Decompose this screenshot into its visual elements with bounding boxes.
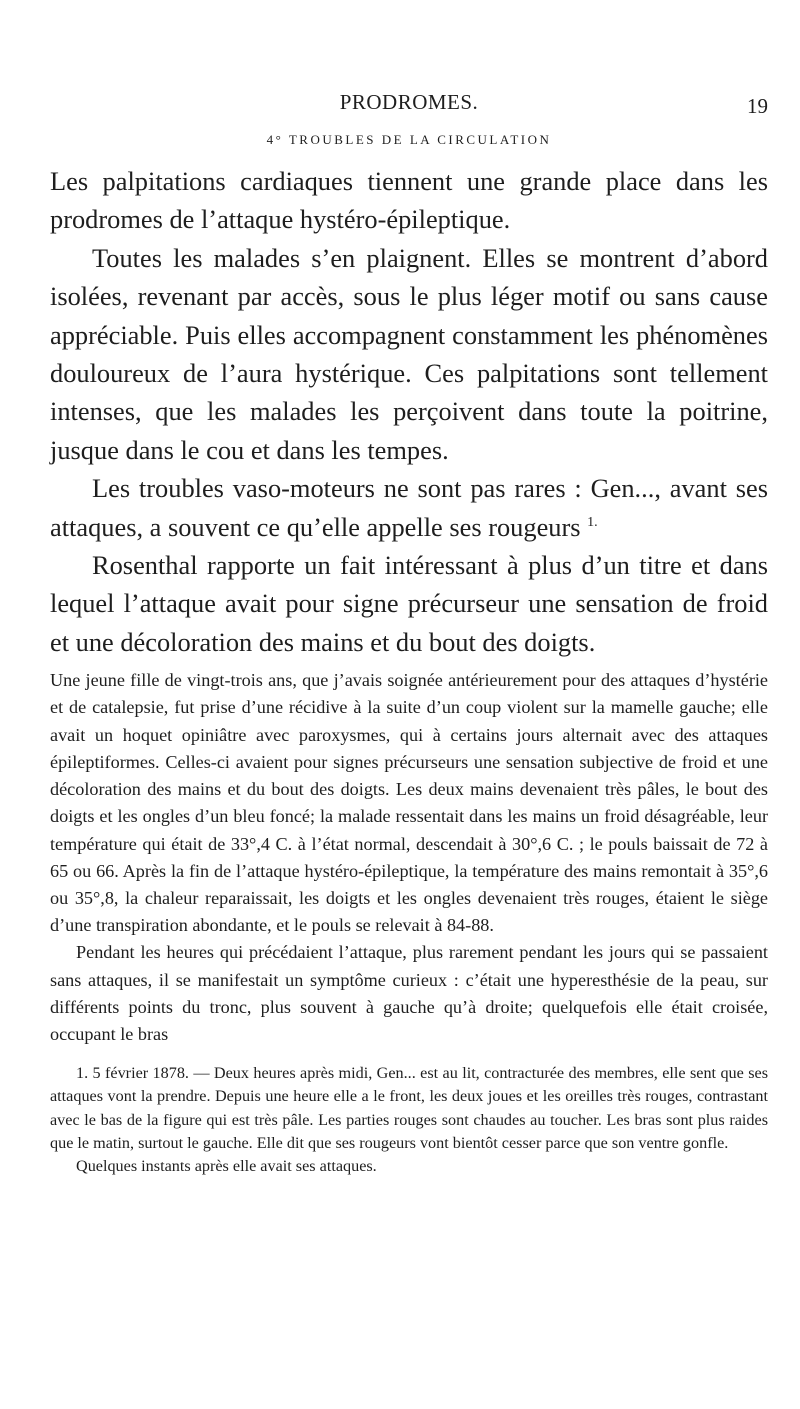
footnote-1: 1. 5 février 1878. — Deux heures après midi, Gen... est au lit, contracturée des membres, elle sent que ses attaques vont la prendre. Depuis une heure elle a le front, les deux joues et les oreilles très rouges, contrastant avec le bas de la figure qui est très pâle. Les parties rouges sont chaudes au toucher. Les bras sont plus raides que le matin, surtout le gauche. Elle dit que ses rougeurs vont bientôt cesser parce que son ventre gonfle. bbox=[50, 1064, 768, 1152]
footnote-reference: 1. bbox=[587, 514, 598, 530]
running-title: PRODROMES. bbox=[339, 90, 479, 114]
case-paragraph-1: Une jeune fille de vingt-trois ans, que j’avais soignée antérieurement pour des attaques d’hystérie et de catalepsie, fut prise d’une récidive à la suite d’un coup violent sur la mamelle gauche; elle avait un hoquet opiniâtre avec paroxysmes, qui à certains jours alternait avec des attaques épileptiformes. Celles-ci avaient pour signes précurseurs une sensation subjective de froid et une décoloration des mains et du bout des doigts. Les deux mains devenaient très pâles, le bout des doigts et les ongles d’un bleu foncé; la malade ressentait dans les mains un froid désagréable, leur température qui était de 33°,4 C. à l’état normal, descendait à 30°,6 C. ; le pouls baissait de 72 à 65 ou 66. Après la fin de l’attaque hystéro-épileptique, la température des mains remontait à 35°,6 ou 35°,8, la chaleur reparaissait, les doigts et les ongles devenaient très rouges, étaient le siège d’une transpiration abondante, et le pouls se relevait à 84-88. bbox=[50, 670, 768, 936]
footnote-1-continued: Quelques instants après elle avait ses attaques. bbox=[76, 1156, 377, 1175]
paragraph-malades: Toutes les malades s’en plaignent. Elles se montrent d’abord isolées, revenant par accès, sous le plus léger motif ou sans cause appréciable. Puis elles accompagnent constamment les phénomènes douloureux de l’aura hystérique. Ces palpitations sont tellement intenses, que les malades les perçoivent dans toute la poitrine, jusque dans le cou et dans les tempes. bbox=[50, 242, 768, 465]
footnotes bbox=[50, 1062, 768, 1178]
paragraph-vaso-moteurs-text: Les troubles vaso-moteurs ne sont pas rares : Gen..., avant ses attaques, a souvent ce qu’elle appelle ses rougeurs bbox=[50, 473, 768, 542]
case-report bbox=[50, 667, 768, 1048]
page-number: 19 bbox=[747, 94, 768, 118]
paragraph-rosenthal: Rosenthal rapporte un fait intéressant à plus d’un titre et dans lequel l’attaque avait pour signe précurseur une sensation de froid et une décoloration des mains et du bout des doigts. bbox=[50, 550, 768, 657]
paragraph-vaso-moteurs bbox=[50, 469, 768, 546]
case-paragraph-2: Pendant les heures qui précédaient l’attaque, plus rarement pendant les jours qui se passaient sans attaques, il se manifestait un symptôme curieux : c’était une hyperesthésie de la peau, sur différents points du tronc, plus souvent à gauche qu’à droite; quelquefois elle était croisée, occupant le bras bbox=[50, 942, 768, 1044]
main-text bbox=[50, 162, 768, 661]
book-page bbox=[50, 90, 768, 1178]
running-head bbox=[50, 90, 768, 130]
paragraph-palpitations: Les palpitations cardiaques tiennent une grande place dans les prodromes de l’attaque hystéro-épileptique. bbox=[50, 166, 768, 235]
section-heading: 4° TROUBLES DE LA CIRCULATION bbox=[266, 132, 552, 147]
